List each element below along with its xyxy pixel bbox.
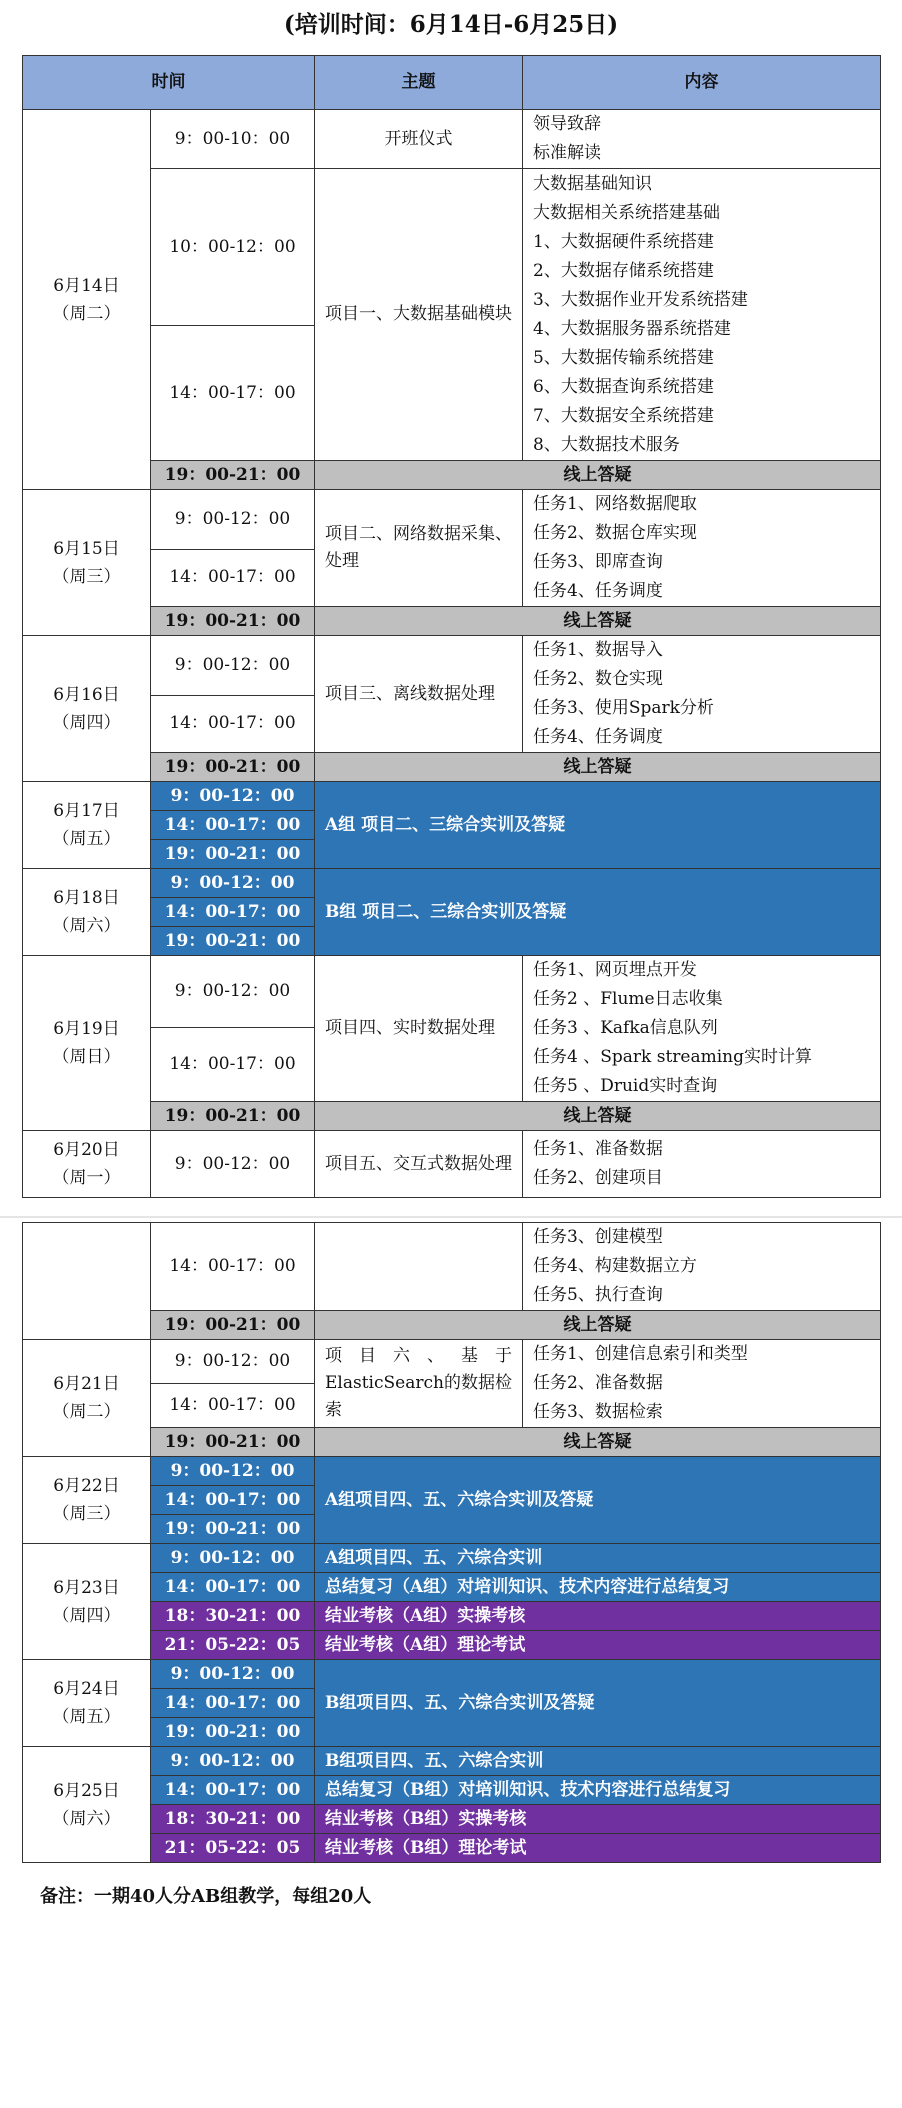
content-line: 1、大数据硬件系统搭建	[533, 231, 714, 252]
qa-time: 19：00-21：00	[151, 1102, 315, 1131]
time-cell: 21：05-22：05	[151, 1631, 315, 1660]
topic-cell: 项目二、网络数据采集、处理	[315, 490, 523, 607]
date-label: 6月14日	[53, 275, 120, 296]
time-cell: 19：00-21：00	[151, 1718, 315, 1747]
time-cell: 9：00-12：00	[151, 956, 315, 1028]
qa-time: 19：00-21：00	[151, 461, 315, 490]
qa-row	[23, 1102, 881, 1131]
content-line: 3、大数据作业开发系统搭建	[533, 289, 748, 310]
time-cell: 19：00-21：00	[151, 1515, 315, 1544]
time-cell: 9：00-12：00	[151, 1131, 315, 1198]
date-label: 6月22日	[53, 1476, 120, 1496]
date-cell	[23, 1340, 151, 1457]
date-cell	[23, 1660, 151, 1747]
weekday-label: （周六）	[52, 1808, 121, 1829]
activity-cell: 结业考核（B组）实操考核	[315, 1805, 881, 1834]
content-line: 8、大数据技术服务	[533, 434, 680, 455]
content-line: 任务4、构建数据立方	[533, 1256, 697, 1276]
time-cell: 21：05-22：05	[151, 1834, 315, 1863]
time-cell: 14：00-17：00	[151, 1486, 315, 1515]
activity-cell: 结业考核（B组）理论考试	[315, 1834, 881, 1863]
qa-label: 线上答疑	[315, 753, 881, 782]
table-row	[23, 490, 881, 550]
content-line: 任务1、准备数据	[533, 1139, 663, 1159]
activity-cell: B组项目四、五、六综合实训	[315, 1747, 881, 1776]
content-line: 任务1、网页埋点开发	[533, 960, 697, 980]
schedule-table-part2	[22, 1222, 881, 1863]
table-row	[23, 1776, 881, 1805]
date-label: 6月24日	[53, 1679, 120, 1699]
page-title: (培训时间：6月14日-6月25日)	[283, 11, 619, 38]
weekday-label: （周二）	[52, 303, 121, 324]
topic-cell: 项目四、实时数据处理	[315, 956, 523, 1102]
activity-cell: A组项目四、五、六综合实训	[315, 1544, 881, 1573]
date-label: 6月15日	[53, 538, 120, 559]
date-label: 6月16日	[53, 684, 120, 705]
content-cell	[523, 169, 881, 461]
qa-row	[23, 753, 881, 782]
content-line: 任务3、创建模型	[533, 1227, 663, 1247]
content-line: 任务4 、Spark streaming实时计算	[533, 1047, 812, 1067]
table-row	[23, 1223, 881, 1311]
qa-time: 19：00-21：00	[151, 753, 315, 782]
date-cell	[23, 782, 151, 869]
date-label: 6月23日	[53, 1577, 120, 1598]
time-cell: 14：00-17：00	[151, 1573, 315, 1602]
content-line: 任务4、任务调度	[533, 727, 663, 747]
activity-cell: B组项目四、五、六综合实训及答疑	[315, 1660, 881, 1747]
date-label: 6月20日	[53, 1140, 120, 1160]
time-cell: 9：00-10：00	[151, 110, 315, 169]
weekday-label: （周一）	[52, 1168, 121, 1188]
time-cell: 14：00-17：00	[151, 1384, 315, 1428]
time-cell: 9：00-12：00	[151, 869, 315, 898]
time-cell: 14：00-17：00	[151, 898, 315, 927]
content-cell	[523, 1340, 881, 1428]
content-line: 任务2、数仓实现	[533, 669, 663, 689]
qa-row	[23, 607, 881, 636]
qa-row	[23, 1428, 881, 1457]
table-row	[23, 782, 881, 811]
page-break	[0, 1216, 902, 1218]
qa-time: 19：00-21：00	[151, 1428, 315, 1457]
topic-cell-continued	[315, 1223, 523, 1311]
content-line: 任务2、准备数据	[533, 1373, 663, 1393]
date-cell	[23, 956, 151, 1131]
time-cell: 19：00-21：00	[151, 840, 315, 869]
qa-label: 线上答疑	[315, 461, 881, 490]
table-row	[23, 1544, 881, 1573]
weekday-label: （周二）	[52, 1402, 121, 1422]
content-cell	[523, 1131, 881, 1198]
date-cell	[23, 110, 151, 490]
header-content: 内容	[523, 56, 881, 110]
content-cell	[523, 636, 881, 753]
content-line: 任务3、使用Spark分析	[533, 698, 714, 718]
date-cell	[23, 1747, 151, 1863]
qa-label: 线上答疑	[315, 1102, 881, 1131]
weekday-label: （周四）	[52, 712, 121, 733]
date-label: 6月18日	[53, 888, 120, 908]
content-line: 5、大数据传输系统搭建	[533, 347, 714, 368]
activity-cell: A组 项目二、三综合实训及答疑	[315, 782, 881, 869]
activity-cell: A组项目四、五、六综合实训及答疑	[315, 1457, 881, 1544]
table-row	[23, 869, 881, 898]
qa-label: 线上答疑	[315, 607, 881, 636]
content-line: 任务3、即席查询	[533, 552, 663, 572]
content-line: 标准解读	[533, 143, 601, 163]
content-line: 领导致辞	[533, 114, 601, 134]
time-cell: 9：00-12：00	[151, 1544, 315, 1573]
time-cell: 18：30-21：00	[151, 1602, 315, 1631]
time-cell: 14：00-17：00	[151, 811, 315, 840]
content-line: 任务4、任务调度	[533, 581, 663, 601]
table-row	[23, 110, 881, 169]
content-line: 2、大数据存储系统搭建	[533, 260, 714, 281]
content-line: 大数据基础知识	[533, 173, 652, 194]
topic-cell: 项目三、离线数据处理	[315, 636, 523, 753]
table-header-row	[23, 56, 881, 110]
date-cell	[23, 1131, 151, 1198]
content-line: 任务3、数据检索	[533, 1402, 663, 1422]
weekday-label: （周日）	[52, 1047, 121, 1067]
table-row	[23, 1747, 881, 1776]
date-label: 6月19日	[53, 1019, 120, 1039]
table-row	[23, 1834, 881, 1863]
time-cell: 9：00-12：00	[151, 1660, 315, 1689]
activity-cell: 结业考核（A组）实操考核	[315, 1602, 881, 1631]
time-cell: 9：00-12：00	[151, 1457, 315, 1486]
content-line: 任务2、数据仓库实现	[533, 523, 697, 543]
date-cell-continued	[23, 1223, 151, 1340]
content-line: 大数据相关系统搭建基础	[533, 202, 720, 223]
activity-cell: 总结复习（A组）对培训知识、技术内容进行总结复习	[315, 1573, 881, 1602]
content-line: 任务2、创建项目	[533, 1168, 663, 1188]
date-cell	[23, 490, 151, 636]
table-row	[23, 1805, 881, 1834]
date-cell	[23, 1457, 151, 1544]
weekday-label: （周三）	[52, 1504, 121, 1524]
date-label: 6月25日	[53, 1780, 120, 1801]
weekday-label: （周六）	[52, 916, 121, 936]
table-row	[23, 1131, 881, 1198]
table-row	[23, 169, 881, 326]
content-line: 任务2 、Flume日志收集	[533, 989, 723, 1009]
header-time: 时间	[23, 56, 315, 110]
time-cell: 10：00-12：00	[151, 169, 315, 326]
activity-cell: B组 项目二、三综合实训及答疑	[315, 869, 881, 956]
table-row	[23, 956, 881, 1028]
table-row	[23, 1660, 881, 1689]
qa-row	[23, 1311, 881, 1340]
time-cell: 14：00-17：00	[151, 326, 315, 461]
time-cell: 9：00-12：00	[151, 636, 315, 696]
time-cell: 14：00-17：00	[151, 549, 315, 607]
qa-label: 线上答疑	[315, 1428, 881, 1457]
weekday-label: （周五）	[52, 829, 121, 849]
qa-row	[23, 461, 881, 490]
content-line: 任务1、创建信息索引和类型	[533, 1344, 748, 1364]
content-line: 4、大数据服务器系统搭建	[533, 318, 731, 339]
activity-cell: 总结复习（B组）对培训知识、技术内容进行总结复习	[315, 1776, 881, 1805]
content-line: 7、大数据安全系统搭建	[533, 405, 714, 426]
time-cell: 9：00-12：00	[151, 1340, 315, 1384]
table-row	[23, 1602, 881, 1631]
table-row	[23, 1573, 881, 1602]
time-cell: 14：00-17：00	[151, 1027, 315, 1101]
qa-time: 19：00-21：00	[151, 607, 315, 636]
date-cell	[23, 1544, 151, 1660]
topic-cell: 项目一、大数据基础模块	[315, 169, 523, 461]
date-label: 6月17日	[53, 801, 120, 821]
content-cell	[523, 490, 881, 607]
content-line: 任务5 、Druid实时查询	[533, 1076, 718, 1096]
content-line: 任务1、网络数据爬取	[533, 494, 697, 514]
qa-label: 线上答疑	[315, 1311, 881, 1340]
table-row	[23, 1631, 881, 1660]
topic-cell: 项目五、交互式数据处理	[315, 1131, 523, 1198]
weekday-label: （周四）	[52, 1605, 121, 1626]
content-line: 任务1、数据导入	[533, 640, 663, 660]
time-cell: 9：00-12：00	[151, 1747, 315, 1776]
date-cell	[23, 636, 151, 782]
table-row	[23, 1457, 881, 1486]
date-label: 6月21日	[53, 1374, 120, 1394]
time-cell: 14：00-17：00	[151, 695, 315, 753]
topic-cell: 开班仪式	[315, 110, 523, 169]
qa-time: 19：00-21：00	[151, 1311, 315, 1340]
footnote: 备注：一期40人分AB组教学，每组20人	[40, 1886, 372, 1907]
content-cell	[523, 110, 881, 169]
content-cell	[523, 956, 881, 1102]
content-cell	[523, 1223, 881, 1311]
time-cell: 9：00-12：00	[151, 490, 315, 550]
content-line: 6、大数据查询系统搭建	[533, 376, 714, 397]
content-line: 任务5、执行查询	[533, 1285, 663, 1305]
date-cell	[23, 869, 151, 956]
time-cell: 14：00-17：00	[151, 1776, 315, 1805]
header-topic: 主题	[315, 56, 523, 110]
time-cell: 18：30-21：00	[151, 1805, 315, 1834]
weekday-label: （周五）	[52, 1707, 121, 1727]
activity-cell: 结业考核（A组）理论考试	[315, 1631, 881, 1660]
time-cell: 14：00-17：00	[151, 1223, 315, 1311]
topic-cell: 项目六、基于ElasticSearch的数据检索	[315, 1340, 523, 1428]
weekday-label: （周三）	[52, 566, 121, 587]
time-cell: 19：00-21：00	[151, 927, 315, 956]
content-line: 任务3 、Kafka信息队列	[533, 1018, 718, 1038]
table-row	[23, 636, 881, 696]
table-row	[23, 1340, 881, 1384]
schedule-table-part1	[22, 55, 881, 1198]
time-cell: 9：00-12：00	[151, 782, 315, 811]
time-cell: 14：00-17：00	[151, 1689, 315, 1718]
